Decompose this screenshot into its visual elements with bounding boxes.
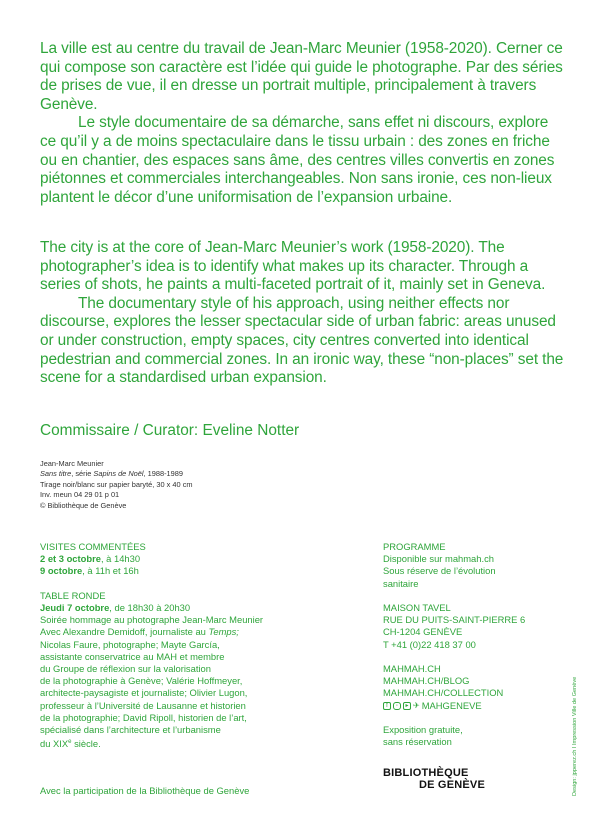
programme-heading: PROGRAMME [383, 541, 446, 552]
programme-link-text[interactable]: Disponible sur mahmah.ch [383, 553, 494, 565]
youtube-icon[interactable]: ▸ [403, 702, 411, 710]
social-handle[interactable]: MAHGENEVE [421, 699, 482, 711]
round-table-line: assistante conservatrice au MAH et membre [40, 650, 225, 662]
entry-info: sans réservation [383, 736, 452, 748]
venue-city: CH-1204 GENÈVE [383, 626, 463, 638]
intro-english [40, 239, 568, 388]
round-table-line: du Groupe de réflexion sur la valorisation [40, 663, 211, 675]
credit-medium: Tirage noir/blanc sur papier baryté, 30 x 40 cm [40, 479, 193, 489]
visit-date-1: 2 et 3 octobre, à 14h30 [40, 553, 141, 565]
events-column [40, 541, 350, 751]
round-table-heading: TABLE RONDE [40, 589, 106, 601]
programme-note: Sous réserve de l’évolution [383, 565, 496, 577]
collection-link[interactable]: MAHMAH.CH/COLLECTION [383, 687, 504, 699]
round-table-date: Jeudi 7 octobre, de 18h30 à 20h30 [40, 602, 191, 613]
design-print-credit: Design: jpperez.ch I Impression Ville de Genève [572, 676, 578, 796]
venue-name: MAISON TAVEL [383, 602, 451, 613]
twitter-icon[interactable]: ✈ [413, 700, 420, 710]
round-table-line: du XIXe siècle. [40, 738, 101, 750]
visit-date-2: 9 octobre, à 11h et 16h [40, 565, 139, 577]
round-table-line: de la photographie à Genève; Valérie Hoffmeyer, [40, 675, 243, 687]
logo-line-1: BIBLIOTHÈQUE [383, 767, 469, 779]
participation-note: Avec la participation de la Bibliothèque de Genève [40, 785, 250, 796]
intro-en-paragraph-2: The documentary style of his approach, using neither effects nor discourse, explores the lesser spectacular side of urban fabric: areas unused or under construction, empty spaces, city centres converted into identical pedestrian and commercial zones. In an ironic way, these “non-places” set the scene for a standardised urban expansion. [40, 294, 564, 387]
round-table-line: spécialisé dans l’architecture et l’urbanisme [40, 724, 221, 736]
website-link[interactable]: MAHMAH.CH [383, 663, 441, 674]
venue-street: RUE DU PUITS-SAINT-PIERRE 6 [383, 614, 526, 626]
credit-copyright: © Bibliothèque de Genève [40, 500, 127, 510]
social-links [383, 700, 553, 712]
blog-link[interactable]: MAHMAH.CH/BLOG [383, 675, 470, 687]
venue-phone[interactable]: T +41 (0)22 418 37 00 [383, 638, 476, 650]
bibliotheque-logo [383, 767, 485, 791]
round-table-line: architecte-paysagiste et journaliste; Olivier Lugon, [40, 687, 248, 699]
visits-heading: VISITES COMMENTÉES [40, 541, 146, 552]
round-table-line: de la photographie; David Ripoll, historien de l’art, [40, 711, 247, 723]
facebook-icon[interactable]: f [383, 702, 391, 710]
curator-line: Commissaire / Curator: Eveline Notter [40, 422, 300, 439]
credit-artist: Jean-Marc Meunier [40, 459, 104, 468]
intro-fr-paragraph-2: Le style documentaire de sa démarche, sans effet ni discours, explore ce qu’il y a de moins spectaculaire dans le tissu urbain : des zones en friche ou en chantier, des espaces sans âme, des centres villes convertis en zones piétonnes et commerciales interchangeables. Non sans ironie, ces non-lieux plantent le décor d’une uniformisation de l’expansion urbaine. [40, 114, 555, 206]
credit-title: Sans titre, série Sapins de Noël, 1988-1989 [40, 469, 183, 479]
credit-inventory: Inv. meun 04 29 01 p 01 [40, 490, 120, 500]
intro-en-paragraph-1: The city is at the core of Jean-Marc Meunier’s work (1958-2020). The photographer’s idea is to identify what makes up its character. Through a series of shots, he paints a multi-faceted portrait of it, mainly set in Geneva. [40, 239, 546, 294]
instagram-icon[interactable]: ◦ [393, 702, 401, 710]
round-table-line: Avec Alexandre Demidoff, journaliste au Temps; [40, 626, 239, 638]
intro-french [40, 40, 568, 207]
info-column [383, 541, 553, 748]
round-table-line: professeur à l’Université de Lausanne et historien [40, 699, 246, 711]
round-table-line: Nicolas Faure, photographe; Mayte García, [40, 638, 220, 650]
logo-line-2: DE GENÈVE [419, 779, 485, 791]
intro-fr-paragraph-1: La ville est au centre du travail de Jean-Marc Meunier (1958-2020). Cerner ce qui compose son caractère est l’idée qui guide le photographe. Par des séries de prises de vue, il en dresse un portrait multiple, principalement à travers Genève. [40, 40, 563, 113]
programme-note: sanitaire [383, 577, 419, 589]
entry-info: Exposition gratuite, [383, 724, 463, 735]
round-table-line: Soirée hommage au photographe Jean-Marc Meunier [40, 614, 264, 626]
image-credit [40, 459, 340, 511]
